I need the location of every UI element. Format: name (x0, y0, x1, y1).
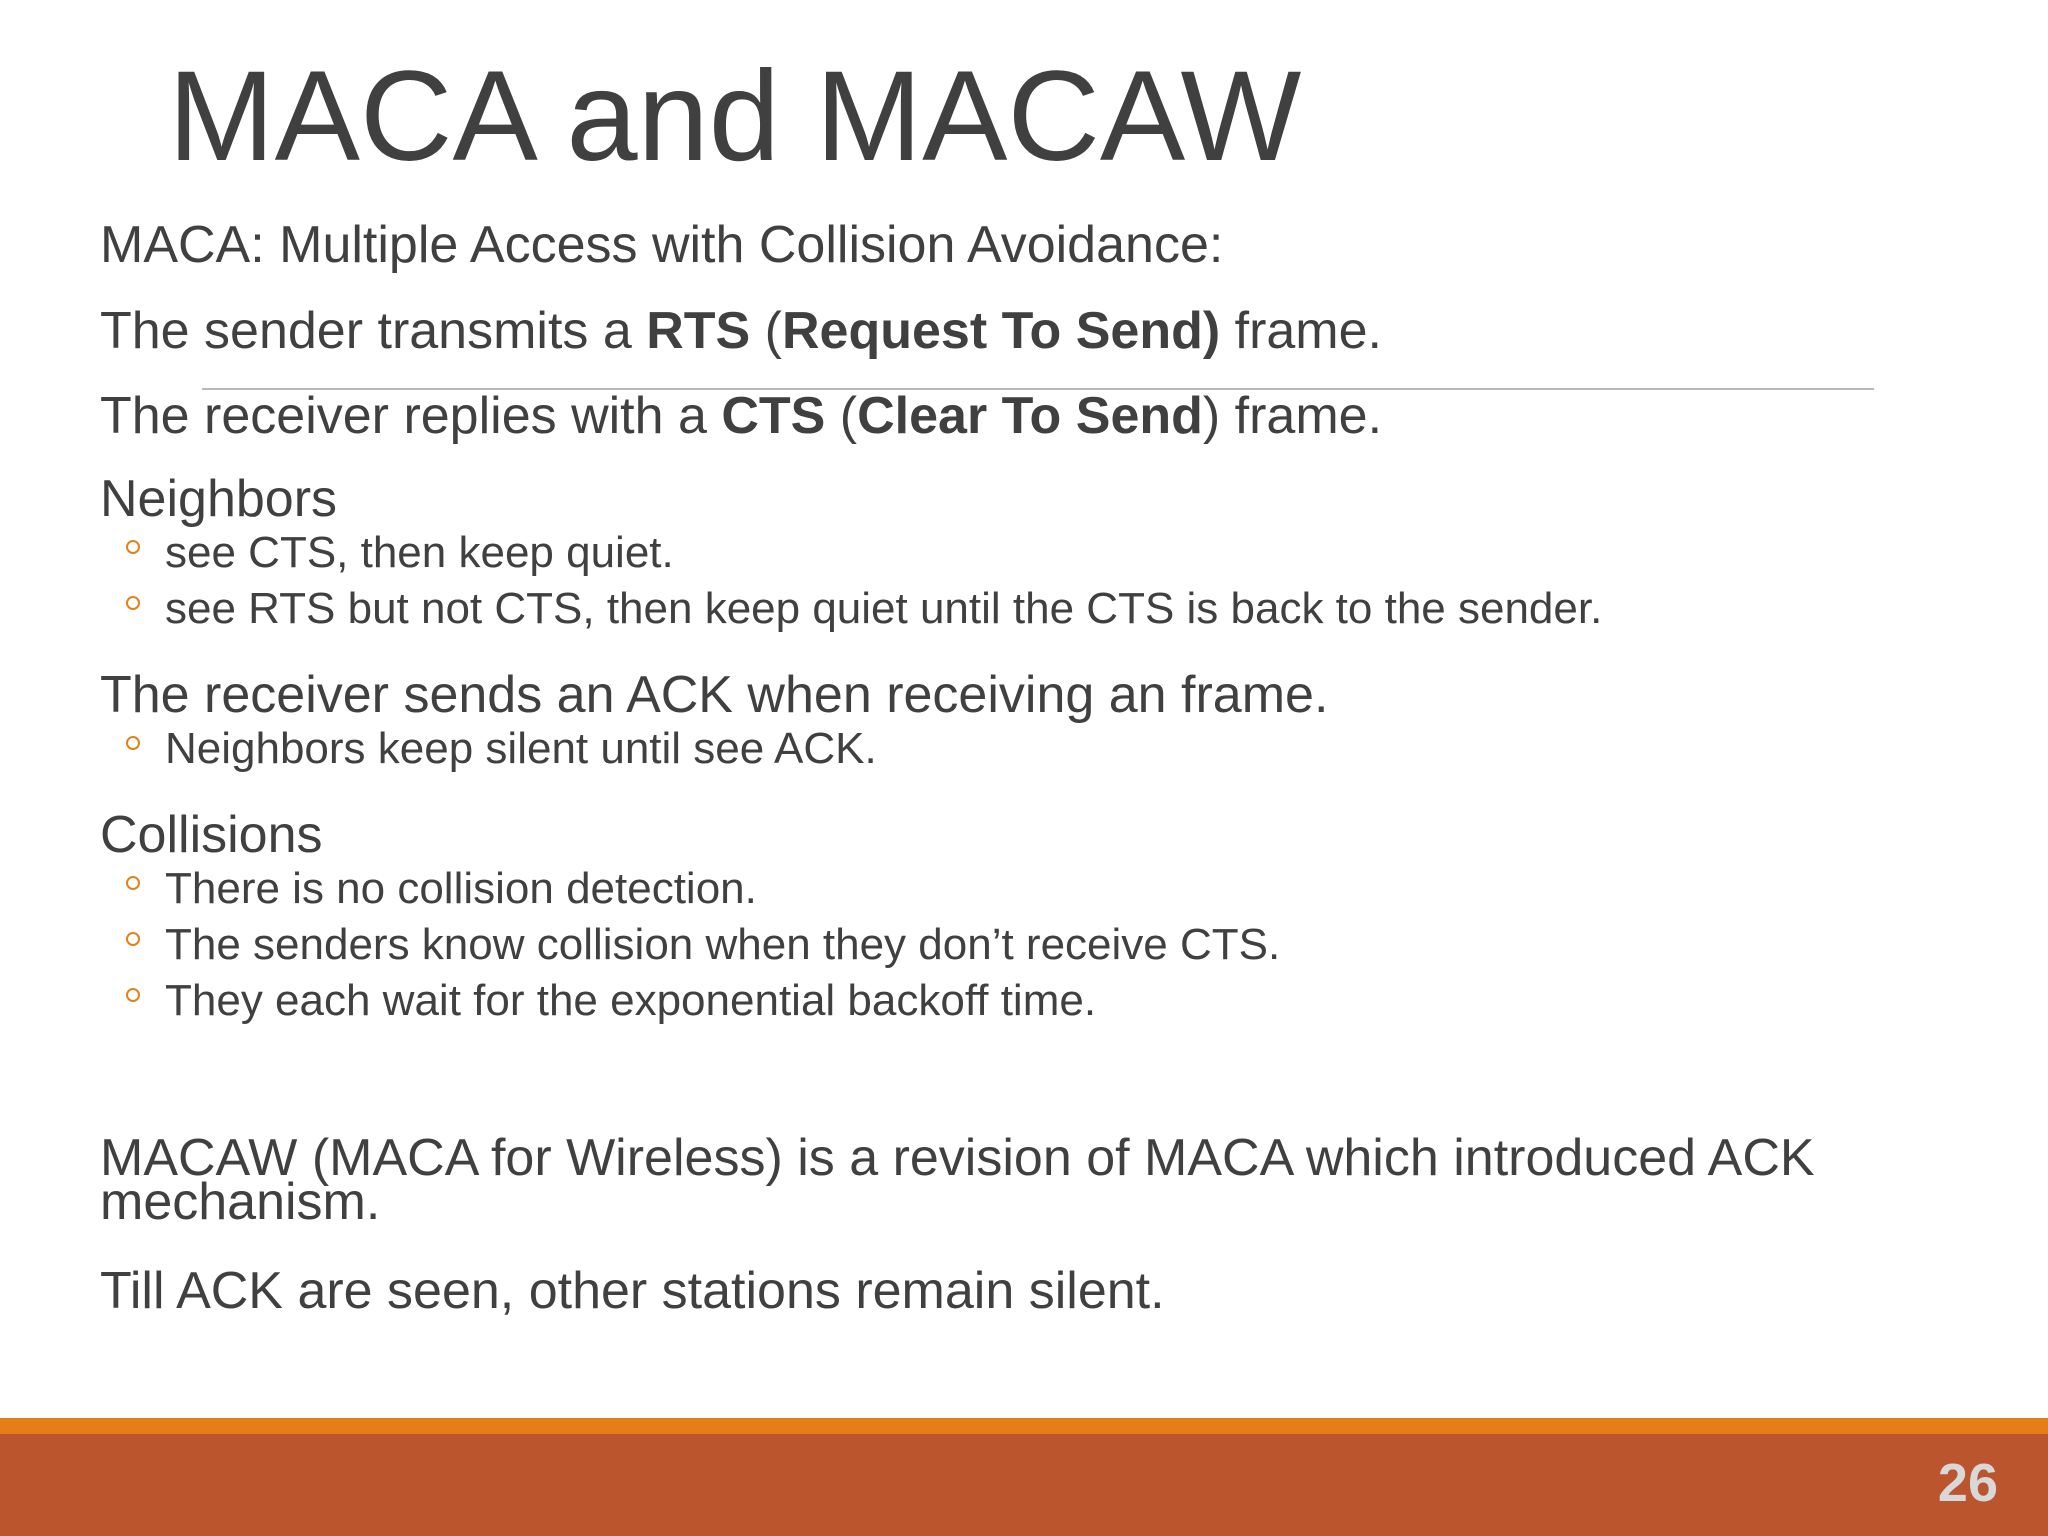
neighbors-item: see RTS but not CTS, then keep quiet until the CTS is back to the sender. (165, 584, 1603, 633)
cts-line (100, 387, 1382, 445)
rts-paren: ( (750, 302, 782, 360)
cts-line-pre: The receiver replies with a (100, 387, 722, 445)
cts-line-post: ) frame. (1202, 387, 1383, 445)
bullet-icon (126, 932, 140, 946)
macaw-paragraph: MACAW (MACA for Wireless) is a revision of MACA which introduced ACK mechanism. (100, 1129, 1815, 1231)
bullet-icon (126, 596, 140, 610)
cts-paren: ( (825, 387, 858, 445)
slide-title: MACA and MACAW (168, 45, 1302, 188)
collisions-item: There is no collision detection. (165, 864, 757, 913)
footer-band (0, 1434, 2048, 1536)
bullet-icon (126, 736, 140, 750)
footer-accent-bar (0, 1418, 2048, 1434)
collisions-item: The senders know collision when they don’t receive CTS. (165, 920, 1281, 969)
intro-line: MACA: Multiple Access with Collision Avoidance: (100, 216, 1224, 274)
bullet-icon (126, 876, 140, 890)
till-ack-line: Till ACK are seen, other stations remain silent. (100, 1262, 1165, 1320)
bullet-icon (126, 988, 140, 1002)
rts-expansion: Request To Send) (782, 302, 1221, 360)
bullet-icon (126, 540, 140, 554)
page-number: 26 (1937, 1453, 1998, 1513)
rts-code: RTS (646, 302, 751, 360)
cts-expansion: Clear To Send (857, 387, 1203, 445)
cts-code: CTS (721, 387, 826, 445)
rts-line-pre: The sender transmits a (100, 302, 647, 360)
collisions-heading: Collisions (100, 806, 323, 864)
neighbors-heading: Neighbors (100, 470, 338, 528)
rts-line (100, 302, 1382, 360)
ack-item: Neighbors keep silent until see ACK. (165, 724, 877, 773)
rts-line-post: frame. (1220, 302, 1382, 360)
neighbors-item: see CTS, then keep quiet. (165, 528, 674, 577)
collisions-item: They each wait for the exponential backoff time. (165, 976, 1097, 1025)
ack-heading: The receiver sends an ACK when receiving an frame. (100, 666, 1329, 724)
